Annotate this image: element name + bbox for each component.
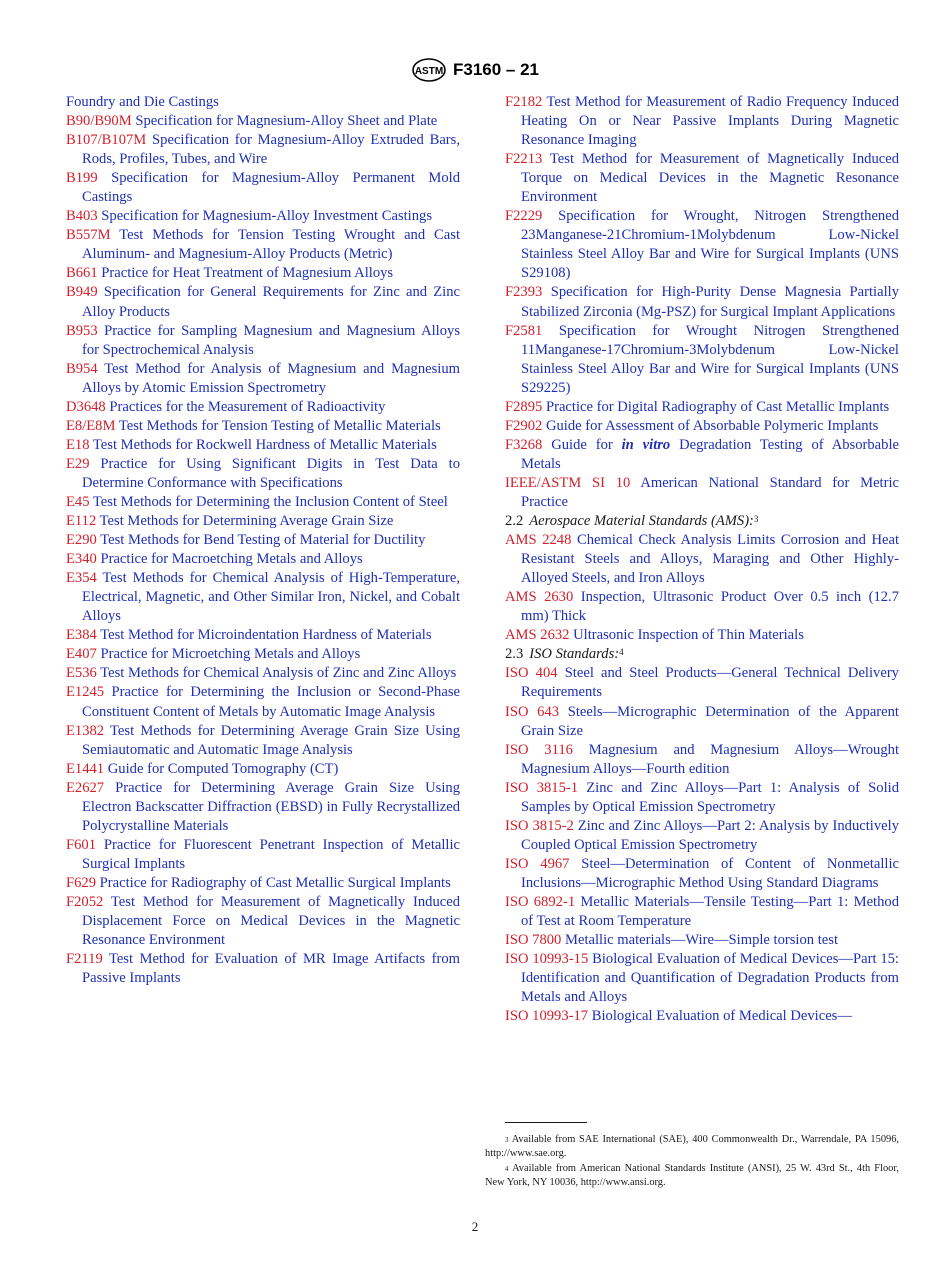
reference-title[interactable]: Steel—Determination of Content of Nonmetallic Inclusions—Micrographic Method Using Standard Diagrams <box>521 855 899 891</box>
reference-title[interactable]: Guide for Assessment of Absorbable Polymeric Implants <box>545 417 879 434</box>
reference-entry <box>505 93 899 150</box>
reference-entry <box>505 855 899 893</box>
reference-code[interactable]: E1441 <box>66 760 105 777</box>
reference-code[interactable]: F2182 <box>505 94 543 110</box>
reference-title[interactable]: Specification for Magnesium-Alloy Permanent Mold Castings <box>82 170 460 206</box>
reference-entry <box>66 626 460 645</box>
reference-entry <box>66 760 460 779</box>
reference-entry <box>505 436 899 474</box>
reference-entry <box>505 474 899 512</box>
reference-code[interactable]: E1382 <box>66 722 105 739</box>
reference-title[interactable]: Practice for Determining Average Grain Size Using Electron Backscatter Diffraction (EBSD) in Fully Recrystallized Polycrystalline Materials <box>82 779 461 834</box>
reference-code[interactable]: E29 <box>66 455 90 472</box>
footnote <box>485 1133 899 1162</box>
reference-title[interactable]: Test Methods for Determining the Inclusion Content of Steel <box>92 493 448 510</box>
reference-title[interactable]: Test Method for Microindentation Hardness of Materials <box>100 627 432 644</box>
reference-title[interactable]: Test Methods for Chemical Analysis of High-Temperature, Electrical, Magnetic, and Other Similar Iron, Nickel, and Cobalt Alloys <box>82 570 461 625</box>
reference-title[interactable]: Specification for General Requirements for Zinc and Zinc Alloy Products <box>82 284 460 320</box>
reference-entry <box>505 1007 899 1026</box>
reference-code[interactable]: E407 <box>66 646 97 663</box>
reference-entry <box>505 703 899 741</box>
reference-title[interactable]: Specification for Wrought, Nitrogen Strengthened 23Manganese-21Chromium-1Molybdenum Low-Nickel Stainless Steel Alloy Bar and Wire for Surgical Implants (UNS S29108) <box>521 208 899 282</box>
reference-entry <box>505 626 899 645</box>
astm-logo-icon <box>411 58 447 82</box>
footnote-mark: 4 <box>505 1164 509 1173</box>
reference-code[interactable]: ISO 6892-1 <box>505 893 576 910</box>
reference-code[interactable]: F3268 <box>505 436 543 453</box>
reference-title[interactable]: Test Method for Evaluation of MR Image Artifacts from Passive Implants <box>82 951 460 987</box>
footnote-mark: 3 <box>505 1136 509 1144</box>
reference-entry <box>505 893 899 931</box>
reference-code[interactable]: F2213 <box>505 151 543 168</box>
reference-code[interactable]: E354 <box>66 570 97 587</box>
reference-code[interactable]: B954 <box>66 360 98 377</box>
reference-entry <box>66 645 460 664</box>
reference-entry <box>66 683 460 721</box>
footnote-text: Available from American National Standards Institute (ANSI), 25 W. 43rd St., 4th Floor, New York, NY 10036, http://www.ansi.org. <box>485 1162 899 1188</box>
reference-code[interactable]: E8/E8M <box>66 417 116 434</box>
reference-title[interactable]: Practice for Using Significant Digits in Test Data to Determine Conformance with Specifications <box>82 455 460 491</box>
reference-title[interactable]: Inspection, Ultrasonic Product Over 0.5 inch (12.7 mm) Thick <box>521 589 899 625</box>
reference-title[interactable]: Ultrasonic Inspection of Thin Materials <box>573 627 804 644</box>
section-heading <box>505 645 899 664</box>
reference-entry <box>66 398 460 417</box>
left-column <box>66 93 460 988</box>
section-label: Aerospace Material Standards (AMS): <box>529 513 754 530</box>
reference-title[interactable]: Test Methods for Rockwell Hardness of Metallic Materials <box>92 436 437 453</box>
reference-entry <box>66 779 460 836</box>
reference-title[interactable]: Practice for Macroetching Metals and Alloys <box>100 551 363 568</box>
reference-entry <box>66 169 460 207</box>
reference-title[interactable]: Specification for Wrought Nitrogen Strengthened 11Manganese-17Chromium-3Molybdenum Low-Nickel Stainless Steel Alloy Bar and Wire for Surgical Implants (UNS S29225) <box>521 322 899 396</box>
reference-entry <box>505 283 899 321</box>
reference-code[interactable]: ISO 3815-2 <box>505 817 574 834</box>
reference-entry <box>66 836 460 874</box>
reference-entry <box>66 664 460 683</box>
svg-text:ASTM: ASTM <box>414 66 444 77</box>
reference-code[interactable]: E384 <box>66 627 97 644</box>
reference-code[interactable]: E112 <box>66 513 97 530</box>
reference-title[interactable]: Steel and Steel Products—General Technical Delivery Requirements <box>521 665 899 701</box>
reference-code[interactable]: F601 <box>66 836 97 853</box>
reference-title[interactable]: Test Methods for Bend Testing of Material for Ductility <box>100 532 426 549</box>
reference-code[interactable]: ISO 404 <box>505 665 558 682</box>
reference-code[interactable]: F2229 <box>505 208 543 225</box>
reference-title[interactable]: Practice for Digital Radiography of Cast Metallic Implants <box>545 398 890 415</box>
reference-title-part: Degradation Testing of Absorbable Metals <box>521 436 899 472</box>
reference-code[interactable]: ISO 10993-17 <box>505 1008 589 1025</box>
reference-entry <box>66 93 460 112</box>
reference-entry <box>505 531 899 588</box>
reference-entry <box>66 950 460 988</box>
reference-entry <box>505 150 899 207</box>
reference-entry <box>66 436 460 455</box>
reference-entry <box>505 931 899 950</box>
reference-code[interactable]: E1245 <box>66 684 105 701</box>
reference-code[interactable]: F2895 <box>505 398 543 415</box>
reference-entry <box>505 322 899 398</box>
reference-title[interactable]: Specification for Magnesium-Alloy Extruded Bars, Rods, Profiles, Tubes, and Wire <box>82 132 460 168</box>
reference-entry <box>66 874 460 893</box>
right-column <box>505 93 899 1026</box>
reference-title[interactable]: Specification for Magnesium-Alloy Sheet and Plate <box>135 113 438 130</box>
reference-entry <box>505 950 899 1007</box>
reference-code[interactable]: ISO 7800 <box>505 932 562 949</box>
reference-code[interactable]: ISO 4967 <box>505 855 570 872</box>
reference-title[interactable]: Metallic materials—Wire—Simple torsion test <box>565 932 838 949</box>
reference-entry <box>505 741 899 779</box>
reference-entry <box>505 817 899 855</box>
reference-code[interactable]: B199 <box>66 170 98 187</box>
reference-entry <box>66 493 460 512</box>
reference-entry <box>66 112 460 131</box>
reference-title[interactable] <box>521 437 899 472</box>
page-number: 2 <box>471 1219 479 1234</box>
reference-title[interactable]: Zinc and Zinc Alloys—Part 1: Analysis of Solid Samples by Optical Emission Spectrometry <box>521 779 899 815</box>
reference-entry <box>66 207 460 226</box>
reference-entry <box>66 512 460 531</box>
reference-entry <box>505 398 899 417</box>
reference-title[interactable]: Test Method for Measurement of Magnetically Induced Torque on Medical Devices in the Magnetic Resonance Environment <box>521 151 899 206</box>
reference-code[interactable]: ISO 3815-1 <box>505 779 579 796</box>
reference-entry <box>66 893 460 950</box>
reference-title[interactable]: Practice for Radiography of Cast Metallic Surgical Implants <box>99 874 451 891</box>
reference-code[interactable]: F2393 <box>505 284 543 301</box>
reference-code[interactable]: E536 <box>66 665 97 682</box>
reference-entry <box>66 283 460 321</box>
reference-title[interactable]: Guide for Computed Tomography (CT) <box>107 760 339 777</box>
reference-title[interactable]: Test Methods for Determining Average Grain Size Using Semiautomatic and Automatic Image Analysis <box>82 722 460 758</box>
reference-title[interactable]: Foundry and Die Castings <box>66 94 219 110</box>
reference-code[interactable]: AMS 2632 <box>505 627 570 644</box>
reference-title[interactable]: Chemical Check Analysis Limits Corrosion and Heat Resistant Steels and Alloys, Maraging and Other Highly-Alloyed Steels, and Iron Alloys <box>521 532 900 587</box>
reference-title[interactable]: Test Methods for Tension Testing Wrought and Cast Aluminum- and Magnesium-Alloy Products (Metric) <box>82 227 460 263</box>
reference-title[interactable]: American National Standard for Metric Practice <box>521 474 899 510</box>
reference-code[interactable]: ISO 3116 <box>505 741 573 758</box>
reference-title[interactable]: Test Methods for Tension Testing of Metallic Materials <box>118 417 441 434</box>
reference-title[interactable]: Practice for Microetching Metals and Alloys <box>100 646 361 663</box>
reference-entry <box>66 322 460 360</box>
reference-title[interactable]: Practices for the Measurement of Radioactivity <box>109 398 386 415</box>
reference-title[interactable]: Magnesium and Magnesium Alloys—Wrought Magnesium Alloys—Fourth edition <box>521 741 899 777</box>
document-id: F3160 – 21 <box>452 60 539 79</box>
reference-code[interactable]: IEEE/ASTM SI 10 <box>505 474 631 491</box>
reference-code[interactable]: E2627 <box>66 779 105 796</box>
reference-code[interactable]: B557M <box>66 227 111 244</box>
reference-title[interactable]: Test Method for Measurement of Magnetically Induced Displacement Force on Medical Devices in the Magnetic Resonance Environment <box>82 893 460 949</box>
reference-title-emphasis: in vitro <box>621 436 671 453</box>
reference-code[interactable]: D3648 <box>66 398 106 415</box>
reference-title[interactable]: Practice for Sampling Magnesium and Magnesium Alloys for Spectrochemical Analysis <box>82 322 460 358</box>
reference-title[interactable]: Test Method for Measurement of Radio Frequency Induced Heating On or Near Passive Implants During Magnetic Resonance Imaging <box>521 94 899 149</box>
reference-title[interactable]: Test Method for Analysis of Magnesium and Magnesium Alloys by Atomic Emission Spectrometry <box>82 360 460 396</box>
page-header <box>0 56 950 84</box>
footnotes <box>485 1133 899 1190</box>
section-number: 2.3 <box>505 646 524 663</box>
reference-entry <box>505 664 899 702</box>
reference-code[interactable]: AMS 2248 <box>505 532 572 549</box>
reference-code[interactable]: B661 <box>66 265 98 282</box>
reference-title[interactable]: Test Methods for Chemical Analysis of Zinc and Zinc Alloys <box>100 665 457 682</box>
reference-code[interactable]: B107/B107M <box>66 132 147 149</box>
reference-code[interactable]: B949 <box>66 284 98 301</box>
reference-entry <box>66 417 460 436</box>
footnote-marker[interactable]: 3 <box>753 514 759 525</box>
section-label: ISO Standards: <box>529 646 620 663</box>
reference-code[interactable]: E290 <box>66 532 97 549</box>
reference-entry <box>66 569 460 626</box>
reference-title[interactable]: Specification for Magnesium-Alloy Investment Castings <box>101 208 433 225</box>
reference-code[interactable]: ISO 10993-15 <box>505 951 589 968</box>
reference-code[interactable]: E45 <box>66 493 90 510</box>
reference-entry <box>66 722 460 760</box>
reference-entry <box>66 455 460 493</box>
reference-entry <box>66 226 460 264</box>
reference-code[interactable]: E340 <box>66 551 97 568</box>
reference-entry <box>66 550 460 569</box>
section-number: 2.2 <box>505 513 524 530</box>
reference-entry <box>505 207 899 283</box>
reference-code[interactable]: F629 <box>66 874 97 891</box>
reference-title-part: Guide for <box>551 436 622 453</box>
reference-code[interactable]: B403 <box>66 208 98 225</box>
reference-code[interactable]: E18 <box>66 436 90 453</box>
reference-code[interactable]: F2052 <box>66 893 104 910</box>
reference-code[interactable]: ISO 643 <box>505 703 560 720</box>
reference-entry <box>66 264 460 283</box>
reference-code[interactable]: B90/B90M <box>66 113 132 130</box>
footnote-marker[interactable]: 4 <box>619 647 624 658</box>
reference-code[interactable]: F2581 <box>505 322 543 339</box>
section-heading <box>505 512 899 531</box>
reference-title[interactable]: Test Methods for Determining Average Grain Size <box>99 513 394 530</box>
reference-entry <box>66 131 460 169</box>
reference-entry <box>505 779 899 817</box>
reference-code[interactable]: B953 <box>66 322 98 339</box>
footnote-text: Available from SAE International (SAE), 400 Commonwealth Dr., Warrendale, PA 15096, http://www.sae.org. <box>485 1134 899 1160</box>
reference-entry <box>505 417 899 436</box>
reference-code[interactable]: F2902 <box>505 417 543 434</box>
reference-title[interactable]: Steels—Micrographic Determination of the Apparent Grain Size <box>521 703 899 739</box>
reference-title[interactable]: Metallic Materials—Tensile Testing—Part 1: Method of Test at Room Temperature <box>521 893 899 930</box>
reference-title[interactable]: Biological Evaluation of Medical Devices— <box>591 1008 852 1025</box>
reference-title[interactable]: Practice for Determining the Inclusion or Second-Phase Constituent Content of Metals by Automatic Image Analysis <box>82 684 460 720</box>
reference-entry <box>66 531 460 550</box>
reference-title[interactable]: Zinc and Zinc Alloys—Part 2: Analysis by Inductively Coupled Optical Emission Spectrometry <box>521 817 899 853</box>
reference-entry <box>505 588 899 626</box>
reference-entry <box>66 360 460 398</box>
reference-title[interactable]: Practice for Heat Treatment of Magnesium Alloys <box>101 265 394 282</box>
footnote <box>485 1162 899 1191</box>
reference-code[interactable]: AMS 2630 <box>505 589 574 606</box>
footnote-divider <box>505 1122 587 1123</box>
reference-code[interactable]: F2119 <box>66 951 103 968</box>
reference-title[interactable]: Practice for Fluorescent Penetrant Inspection of Metallic Surgical Implants <box>82 836 460 872</box>
reference-title[interactable]: Biological Evaluation of Medical Devices—Part 15: Identification and Quantification of Degradation Products from Metals and Alloys <box>521 951 899 1006</box>
reference-title[interactable]: Specification for High-Purity Dense Magnesia Partially Stabilized Zirconia (Mg-PSZ) for Surgical Implant Applications <box>521 284 899 320</box>
